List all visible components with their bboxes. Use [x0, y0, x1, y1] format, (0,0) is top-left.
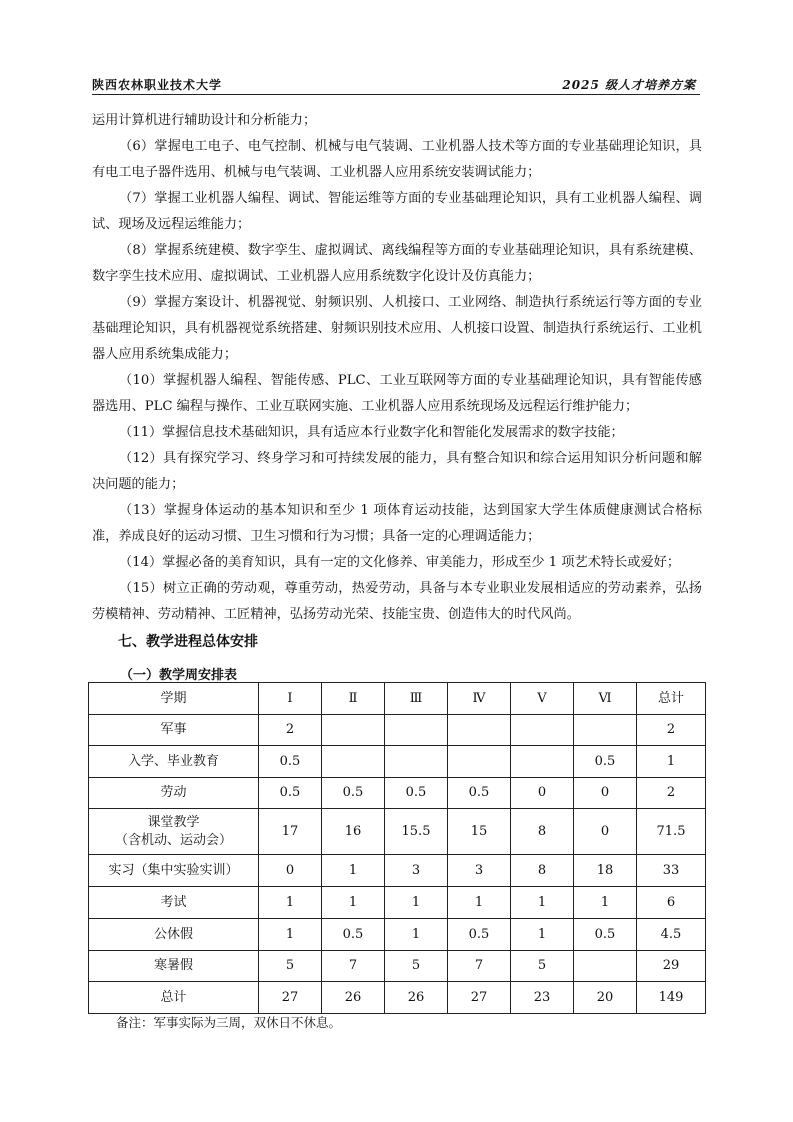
row-label-cell: 公休假: [89, 919, 259, 951]
table-note: 备注：军事实际为三周，双休日不休息。: [116, 1015, 342, 1030]
table-cell: 0: [574, 809, 637, 855]
table-header-cell: Ⅴ: [511, 683, 574, 715]
table-cell: 0.5: [322, 778, 385, 809]
paragraph: （12）具有探究学习、终身学习和可持续发展的能力，具有整合知识和综合运用知识分析问题和解决问题的能力；: [92, 451, 702, 492]
table-cell: 27: [259, 982, 322, 1014]
table-cell: [385, 715, 448, 746]
table-cell: 71.5: [637, 809, 706, 855]
table-cell: 0: [511, 778, 574, 809]
table-cell: 1: [574, 887, 637, 919]
table-row: [89, 887, 706, 919]
table-row: [89, 919, 706, 951]
table-cell: 1: [448, 887, 511, 919]
table-cell: 7: [448, 951, 511, 982]
table-cell: 0: [259, 855, 322, 887]
table-cell: 29: [637, 951, 706, 982]
table-cell: 23: [511, 982, 574, 1014]
row-label-cell: 课堂教学 （含机动、运动会）: [89, 809, 259, 855]
table-cell: 26: [385, 982, 448, 1014]
table-row: [89, 715, 706, 746]
table-cell: 149: [637, 982, 706, 1014]
paragraph: （11）掌握信息技术基础知识，具有适应本行业数字化和智能化发展需求的数字技能；: [119, 425, 624, 440]
school-name: 陕西农林职业技术大学: [92, 78, 223, 92]
row-label-cell: 劳动: [89, 778, 259, 809]
table-header-cell: Ⅵ: [574, 683, 637, 715]
paragraph: （8）掌握系统建模、数字孪生、虚拟调试、离线编程等方面的专业基础理论知识，具有系统建模、数字孪生技术应用、虚拟调试、工业机器人应用系统数字化设计及仿真能力；: [92, 243, 702, 284]
teaching-weeks-table: [88, 682, 706, 1014]
table-row: [89, 855, 706, 887]
table-cell: 27: [448, 982, 511, 1014]
table-cell: [448, 715, 511, 746]
table-row: [89, 809, 706, 855]
table-cell: 5: [511, 951, 574, 982]
row-label-cell: 入学、毕业教育: [89, 746, 259, 778]
table-cell: 0.5: [385, 778, 448, 809]
row-label-cell: 总计: [89, 982, 259, 1014]
table-cell: 0.5: [448, 919, 511, 951]
table-cell: 7: [322, 951, 385, 982]
table-cell: 3: [448, 855, 511, 887]
table-cell: 4.5: [637, 919, 706, 951]
table-cell: 0.5: [259, 778, 322, 809]
table-cell: [511, 715, 574, 746]
table-cell: [574, 951, 637, 982]
table-cell: 1: [385, 887, 448, 919]
table-cell: 1: [259, 919, 322, 951]
table-cell: 1: [322, 887, 385, 919]
row-label-cell: 考试: [89, 887, 259, 919]
table-cell: 1: [259, 887, 322, 919]
table-cell: [322, 746, 385, 778]
table-cell: 3: [385, 855, 448, 887]
table-row: [89, 982, 706, 1014]
table-cell: 0: [574, 778, 637, 809]
table-cell: 8: [511, 809, 574, 855]
table-row: [89, 778, 706, 809]
table-cell: 17: [259, 809, 322, 855]
sub-section-title: （一）教学周安排表: [120, 668, 238, 683]
page-header: [92, 74, 700, 95]
table-header-cell: Ⅱ: [322, 683, 385, 715]
table-header-cell: Ⅲ: [385, 683, 448, 715]
table-cell: 2: [637, 715, 706, 746]
table-cell: 1: [322, 855, 385, 887]
table-cell: 0.5: [259, 746, 322, 778]
document-title: 2025 级人才培养方案: [562, 78, 696, 92]
row-label-cell: 军事: [89, 715, 259, 746]
paragraph: （7）掌握工业机器人编程、调试、智能运维等方面的专业基础理论知识，具有工业机器人编程、调试、现场及远程运维能力；: [92, 191, 702, 232]
table-cell: 33: [637, 855, 706, 887]
table-cell: 20: [574, 982, 637, 1014]
table-cell: 1: [385, 919, 448, 951]
table-cell: 8: [511, 855, 574, 887]
table-cell: 15.5: [385, 809, 448, 855]
table-row: [89, 951, 706, 982]
table-cell: 2: [259, 715, 322, 746]
table-header-cell: Ⅰ: [259, 683, 322, 715]
paragraph: （6）掌握电工电子、电气控制、机械与电气装调、工业机器人技术等方面的专业基础理论知识，具有电工电子器件选用、机械与电气装调、工业机器人应用系统安装调试能力；: [92, 139, 702, 180]
table-cell: 18: [574, 855, 637, 887]
table-cell: 0.5: [574, 746, 637, 778]
table-cell: [322, 715, 385, 746]
table-row: [89, 746, 706, 778]
row-label-cell: 寒暑假: [89, 951, 259, 982]
table-cell: 1: [511, 887, 574, 919]
table-cell: 1: [637, 746, 706, 778]
table-cell: 0.5: [322, 919, 385, 951]
paragraph: 运用计算机进行辅助设计和分析能力；: [92, 113, 317, 128]
table-cell: 15: [448, 809, 511, 855]
table-cell: [448, 746, 511, 778]
table-cell: 2: [637, 778, 706, 809]
table-header-cell: Ⅳ: [448, 683, 511, 715]
table-cell: [385, 746, 448, 778]
table-cell: [511, 746, 574, 778]
table-cell: 5: [259, 951, 322, 982]
table-cell: [574, 715, 637, 746]
table-cell: 5: [385, 951, 448, 982]
table-cell: 0.5: [448, 778, 511, 809]
table-cell: 6: [637, 887, 706, 919]
section-title: 七、教学进程总体安排: [118, 634, 258, 650]
table-cell: 0.5: [574, 919, 637, 951]
paragraph: （10）掌握机器人编程、智能传感、PLC、工业互联网等方面的专业基础理论知识，具有智能传感器选用、PLC 编程与操作、工业互联网实施、工业机器人应用系统现场及远程运行维护能力；: [92, 373, 702, 414]
table-cell: 26: [322, 982, 385, 1014]
paragraph: （15）树立正确的劳动观，尊重劳动，热爱劳动，具备与本专业职业发展相适应的劳动素养，弘扬劳模精神、劳动精神、工匠精神，弘扬劳动光荣、技能宝贵、创造伟大的时代风尚。: [92, 581, 702, 622]
paragraph: （9）掌握方案设计、机器视觉、射频识别、人机接口、工业网络、制造执行系统运行等方面的专业基础理论知识，具有机器视觉系统搭建、射频识别技术应用、人机接口设置、制造执行系统运行、工业机器人应用系统集成能力；: [92, 295, 702, 362]
row-label-cell: 实习（集中实验实训）: [89, 855, 259, 887]
body-text: [92, 108, 702, 628]
table-cell: 1: [511, 919, 574, 951]
paragraph: （14）掌握必备的美育知识，具有一定的文化修养、审美能力，形成至少 1 项艺术特长或爱好；: [119, 555, 681, 570]
table-header-cell: 学期: [89, 683, 259, 715]
table-cell: 16: [322, 809, 385, 855]
paragraph: （13）掌握身体运动的基本知识和至少 1 项体育运动技能，达到国家大学生体质健康测试合格标准，养成良好的运动习惯、卫生习惯和行为习惯；具备一定的心理调适能力；: [92, 503, 702, 544]
table-header-cell: 总计: [637, 683, 706, 715]
table-header-row: [89, 683, 706, 715]
